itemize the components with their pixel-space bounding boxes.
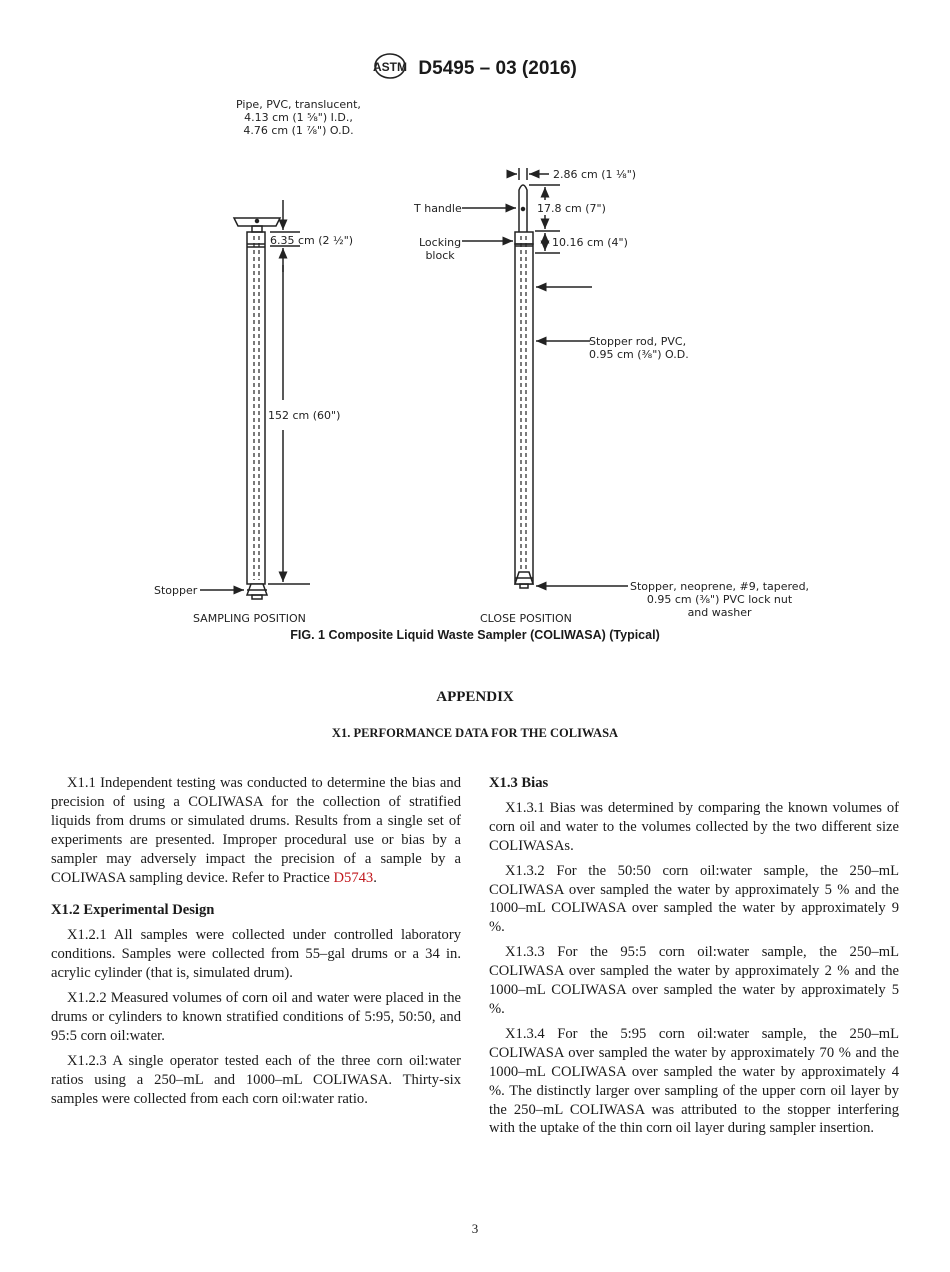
paragraph-x1-3-1: X1.3.1 Bias was determined by comparing the known volumes of corn oil and water to the volumes collected by the two different size COLIWASAs. [489,799,899,854]
label-stopper-rod-line2: 0.95 cm (⅜") O.D. [589,348,689,361]
svg-text:ASTM: ASTM [373,60,408,74]
label-close-position: CLOSE POSITION [480,612,572,625]
heading-x1-3: X1.3 Bias [489,775,549,791]
label-stopper-rod-line1: Stopper rod, PVC, [589,335,687,348]
label-pipe-line3: 4.76 cm (1 ⅞") O.D. [243,124,354,137]
label-stopper-right [630,580,809,619]
paragraph-x1-3-3: X1.3.3 For the 95:5 corn oil:water sample, the 250–mL COLIWASA over sampled the water by approximately 2 % and the 1000–mL COLIWASA over sampled the water by approximately 5 %. [489,944,899,1017]
figure-caption: FIG. 1 Composite Liquid Waste Sampler (COLIWASA) (Typical) [290,628,660,642]
heading-x1-2: X1.2 Experimental Design [51,902,215,919]
paragraph-x1-3-2: X1.3.2 For the 50:50 corn oil:water sample, the 250–mL COLIWASA over sampled the water by approximately 5 % and the 1000–mL COLIWASA over sampled the water by approximately 9 %. [489,862,899,936]
paragraph-x1-2-2: X1.2.2 Measured volumes of corn oil and water were placed in the drums or cylinders to known stratified conditions of 5:95, 50:50, and 95:5 corn oil:water. [51,990,461,1044]
page-number: 3 [471,1221,479,1236]
label-locking-line2: block [425,249,455,262]
label-dim-17-8: 17.8 cm (7") [537,202,606,215]
label-pipe [236,98,361,137]
label-dim-2-86: 2.86 cm (1 ⅛") [553,168,637,181]
figure-coliwasa [0,90,950,650]
paragraph-x1-2-3: X1.2.3 A single operator tested each of the three corn oil:water ratios using a 250–mL and 1000–mL COLIWASA. Thirty-six samples were collected from each corn oil:water ratio. [51,1052,461,1107]
x1-1-text: X1.1 Independent testing was conducted to determine the bias and precision of using a COLIWASA for the collection of stratified liquids from drums or simulated drums. Results from a single set of experiments are presented. Improper procedural use or bias by a sampler may adversely impact the precision of a sample by a COLIWASA sampling device. Refer to Practice [51,775,461,886]
label-locking-block [419,236,461,262]
label-locking-line1: Locking [419,236,462,249]
label-stopper-right-line2: 0.95 cm (⅜") PVC lock nut [646,593,793,606]
label-stopper-rod [589,335,689,361]
label-pipe-line2: 4.13 cm (1 ⅝") I.D., [244,111,353,124]
paragraph-x1-3-4: X1.3.4 For the 5:95 corn oil:water sample, the 250–mL COLIWASA over sampled the water by approximately 70 % and the 1000–mL COLIWASA over sampled the water by approximately 4 %. The distinctly larger over sampling of the upper corn oil layer by the 250–mL COLIWASA was attributed to the stopper interfering with the uptake of the thin corn oil layer during sampler insertion. [489,1025,899,1137]
x1-1-end: . [373,869,377,886]
label-sampling-position: SAMPLING POSITION [193,612,306,625]
right-column [489,774,899,1144]
label-stopper-right-line3: and washer [687,606,752,619]
label-dim-152: 152 cm (60") [268,409,341,422]
astm-logo-icon [373,52,407,86]
label-stopper-left: Stopper [154,584,198,597]
coliwasa-diagram [0,90,950,650]
appendix-title: APPENDIX [436,689,514,705]
paragraph-x1-1 [51,774,461,887]
section-title-x1: X1. PERFORMANCE DATA FOR THE COLIWASA [331,726,619,740]
paragraph-x1-2-1: X1.2.1 All samples were collected under controlled laboratory conditions. Samples were collected from 55–gal drums or a 34 in. acrylic cylinder (that is, simulated drum). [51,927,461,982]
label-dim-10-16: 10.16 cm (4") [552,236,628,249]
page-header [0,52,950,86]
left-column [51,774,461,1115]
label-dim-6-35: 6.35 cm (2 ½") [270,234,354,247]
document-number: D5495 – 03 (2016) [418,58,577,79]
label-stopper-right-line1: Stopper, neoprene, #9, tapered, [630,580,810,593]
label-pipe-line1: Pipe, PVC, translucent, [236,98,361,111]
label-t-handle: T handle [414,202,462,215]
link-d5743[interactable]: D5743 [333,869,374,886]
